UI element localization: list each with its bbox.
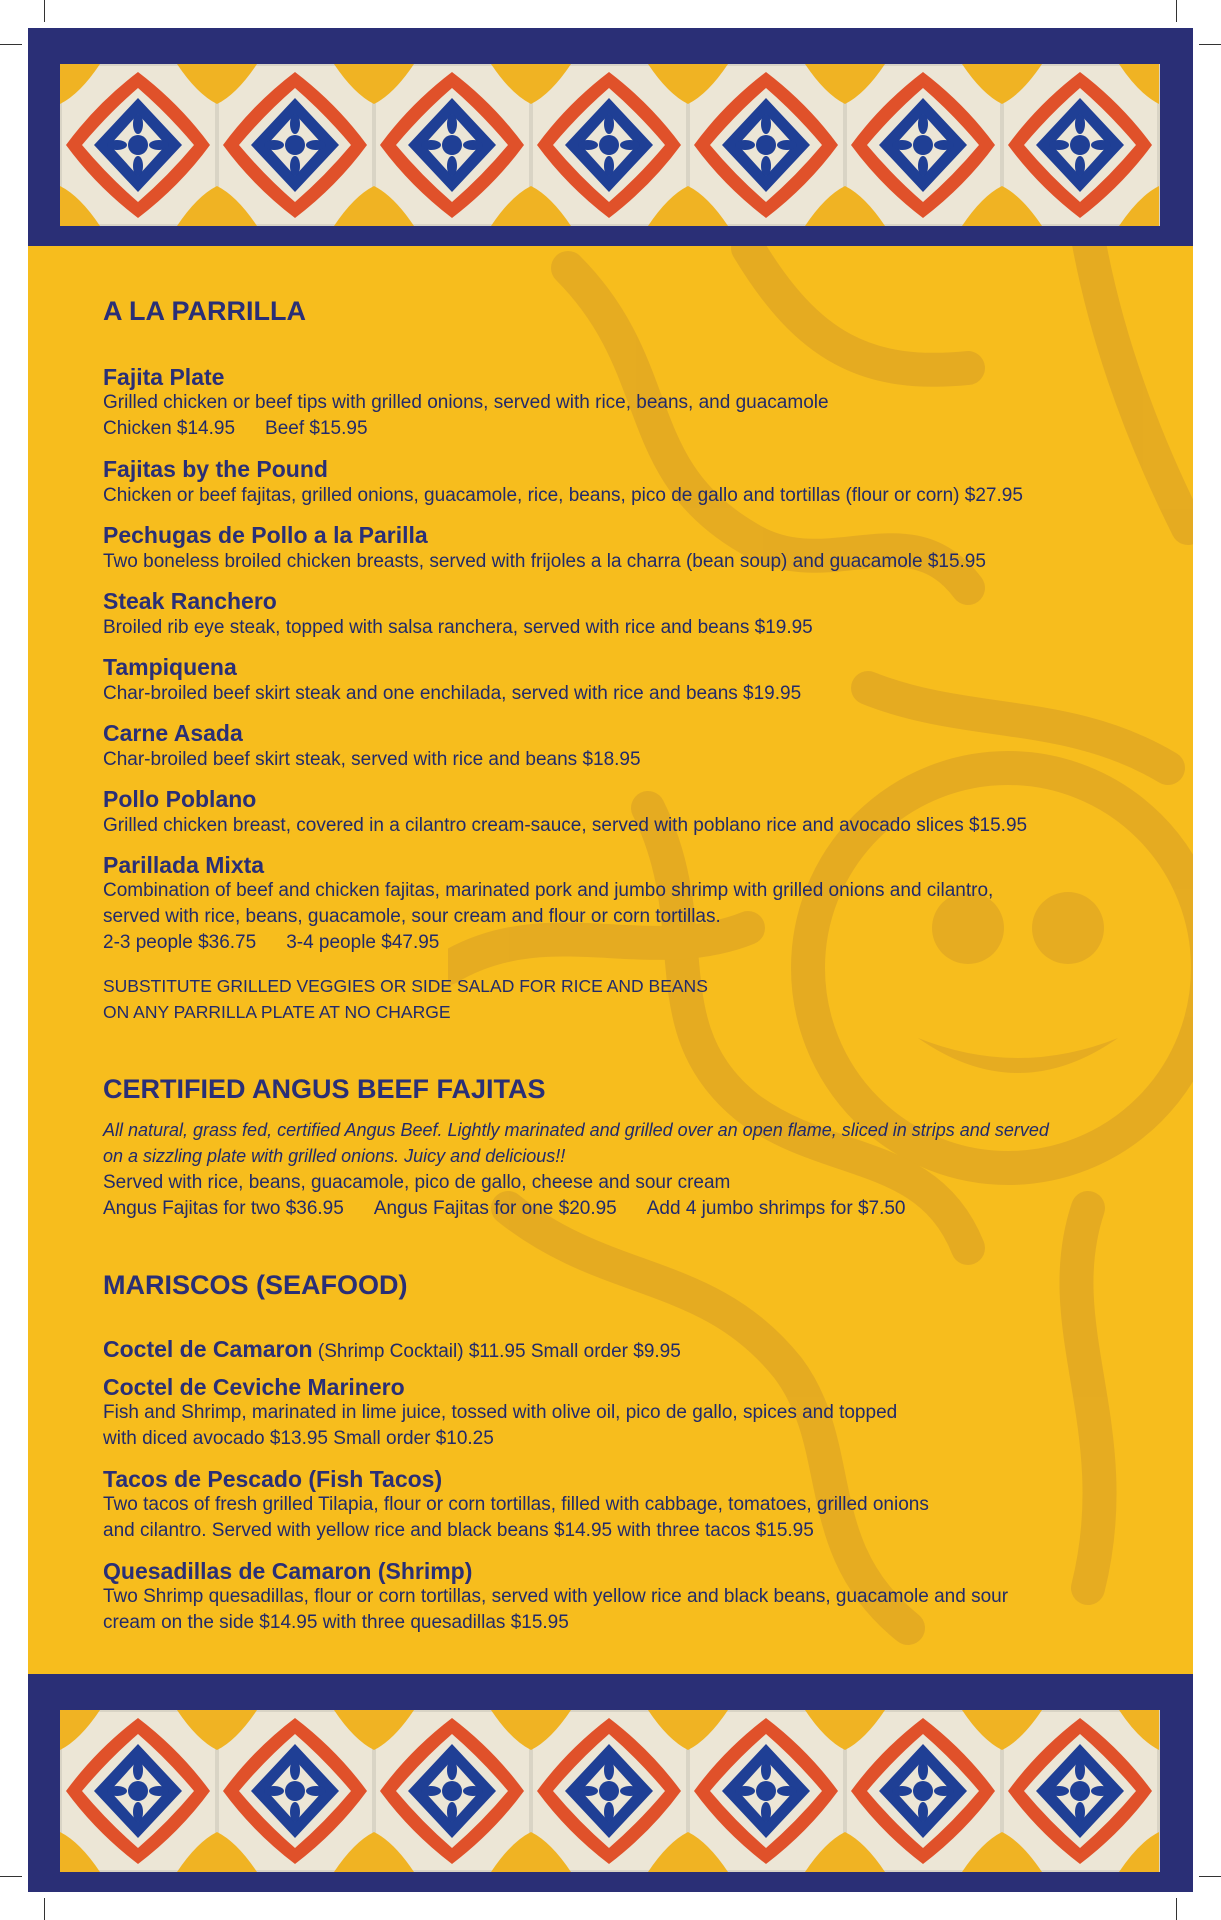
item-price-row — [103, 418, 368, 440]
angus-served-with: Served with rice, beans, guacamole, pico de gallo, cheese and sour cream — [103, 1172, 731, 1193]
item-desc: served with rice, beans, guacamole, sour cream and flour or corn tortillas. — [103, 906, 721, 927]
item-name: Pechugas de Pollo a la Parilla — [103, 522, 428, 548]
crop-mark — [1176, 1898, 1177, 1920]
item-price-row — [103, 932, 439, 954]
angus-description: on a sizzling plate with grilled onions. Juicy and delicious!! — [103, 1146, 566, 1166]
angus-description: All natural, grass fed, certified Angus Beef. Lightly marinated and grilled over an open flame, sliced in strips and served — [103, 1120, 1049, 1140]
angus-price-row — [103, 1198, 906, 1220]
item-name: Coctel de Camaron — [103, 1336, 313, 1362]
item-name: Fajita Plate — [103, 364, 225, 390]
tile-pattern — [60, 1710, 1160, 1872]
item-price: Chicken $14.95 — [103, 418, 236, 439]
item-name: Quesadillas de Camaron (Shrimp) — [103, 1558, 473, 1584]
crop-mark — [0, 44, 22, 45]
item-name: Parillada Mixta — [103, 852, 265, 878]
item-desc: Grilled chicken breast, covered in a cilantro cream-sauce, served with poblano rice and avocado slices $15.95 — [103, 815, 1028, 836]
item-desc: Two Shrimp quesadillas, flour or corn tortillas, served with yellow rice and black beans, guacamole and sour — [103, 1586, 1009, 1607]
item-desc: and cilantro. Served with yellow rice and black beans $14.95 with three tacos $15.95 — [103, 1520, 814, 1541]
item-desc: Broiled rib eye steak, topped with salsa ranchera, served with rice and beans $19.95 — [103, 617, 813, 638]
sun-watermark — [448, 208, 1193, 1668]
item-name: Pollo Poblano — [103, 786, 257, 812]
tile-band-top — [28, 28, 1193, 246]
section-title-parrilla: A LA PARRILLA — [103, 296, 306, 326]
item-desc: cream on the side $14.95 with three quesadillas $15.95 — [103, 1612, 569, 1633]
tile-pattern — [60, 64, 1160, 226]
item-desc: Char-broiled beef skirt steak and one enchilada, served with rice and beans $19.95 — [103, 683, 802, 704]
tile-strip — [60, 64, 1160, 226]
crop-mark — [44, 1898, 45, 1920]
item-price: 3-4 people $47.95 — [286, 932, 440, 953]
item-name: Tacos de Pescado (Fish Tacos) — [103, 1466, 443, 1492]
crop-mark — [0, 1876, 22, 1877]
crop-mark — [1176, 0, 1177, 22]
substitution-note: SUBSTITUTE GRILLED VEGGIES OR SIDE SALAD FOR RICE AND BEANS — [103, 976, 708, 996]
tile-strip — [60, 1710, 1160, 1872]
item-price: Angus Fajitas for two $36.95 — [103, 1198, 344, 1219]
coctel-row — [103, 1336, 681, 1363]
item-desc: Fish and Shrimp, marinated in lime juice, tossed with olive oil, pico de gallo, spices and topped — [103, 1402, 898, 1423]
item-name: Tampiquena — [103, 654, 237, 680]
item-desc: Grilled chicken or beef tips with grilled onions, served with rice, beans, and guacamole — [103, 392, 829, 413]
substitution-note: ON ANY PARRILLA PLATE AT NO CHARGE — [103, 1002, 451, 1022]
section-title-mariscos: MARISCOS (SEAFOOD) — [103, 1270, 408, 1300]
item-desc: Combination of beef and chicken fajitas, marinated pork and jumbo shrimp with grilled onions and cilantro, — [103, 880, 994, 901]
item-name: Steak Ranchero — [103, 588, 277, 614]
item-desc: with diced avocado $13.95 Small order $10.25 — [103, 1428, 494, 1449]
section-title-angus: CERTIFIED ANGUS BEEF FAJITAS — [103, 1074, 546, 1104]
item-name: Fajitas by the Pound — [103, 456, 328, 482]
item-desc: Char-broiled beef skirt steak, served with rice and beans $18.95 — [103, 749, 641, 770]
menu-page — [28, 28, 1193, 1892]
item-price: Angus Fajitas for one $20.95 — [373, 1198, 617, 1219]
item-price: Add 4 jumbo shrimps for $7.50 — [646, 1198, 906, 1219]
item-price: Beef $15.95 — [265, 418, 368, 439]
item-name: Coctel de Ceviche Marinero — [103, 1374, 405, 1400]
crop-mark — [1199, 44, 1221, 45]
item-desc: Two tacos of fresh grilled Tilapia, flour or corn tortillas, filled with cabbage, tomatoes, grilled onions — [103, 1494, 929, 1515]
crop-mark — [44, 0, 45, 22]
item-desc: (Shrimp Cocktail) $11.95 Small order $9.95 — [312, 1341, 681, 1362]
item-name: Carne Asada — [103, 720, 243, 746]
item-desc: Chicken or beef fajitas, grilled onions, guacamole, rice, beans, pico de gallo and tortillas (flour or corn) $27.95 — [103, 485, 1023, 506]
item-price: 2-3 people $36.75 — [103, 932, 257, 953]
item-desc: Two boneless broiled chicken breasts, served with frijoles a la charra (bean soup) and guacamole $15.95 — [103, 551, 986, 572]
crop-mark — [1199, 1876, 1221, 1877]
tile-band-bottom — [28, 1674, 1193, 1892]
